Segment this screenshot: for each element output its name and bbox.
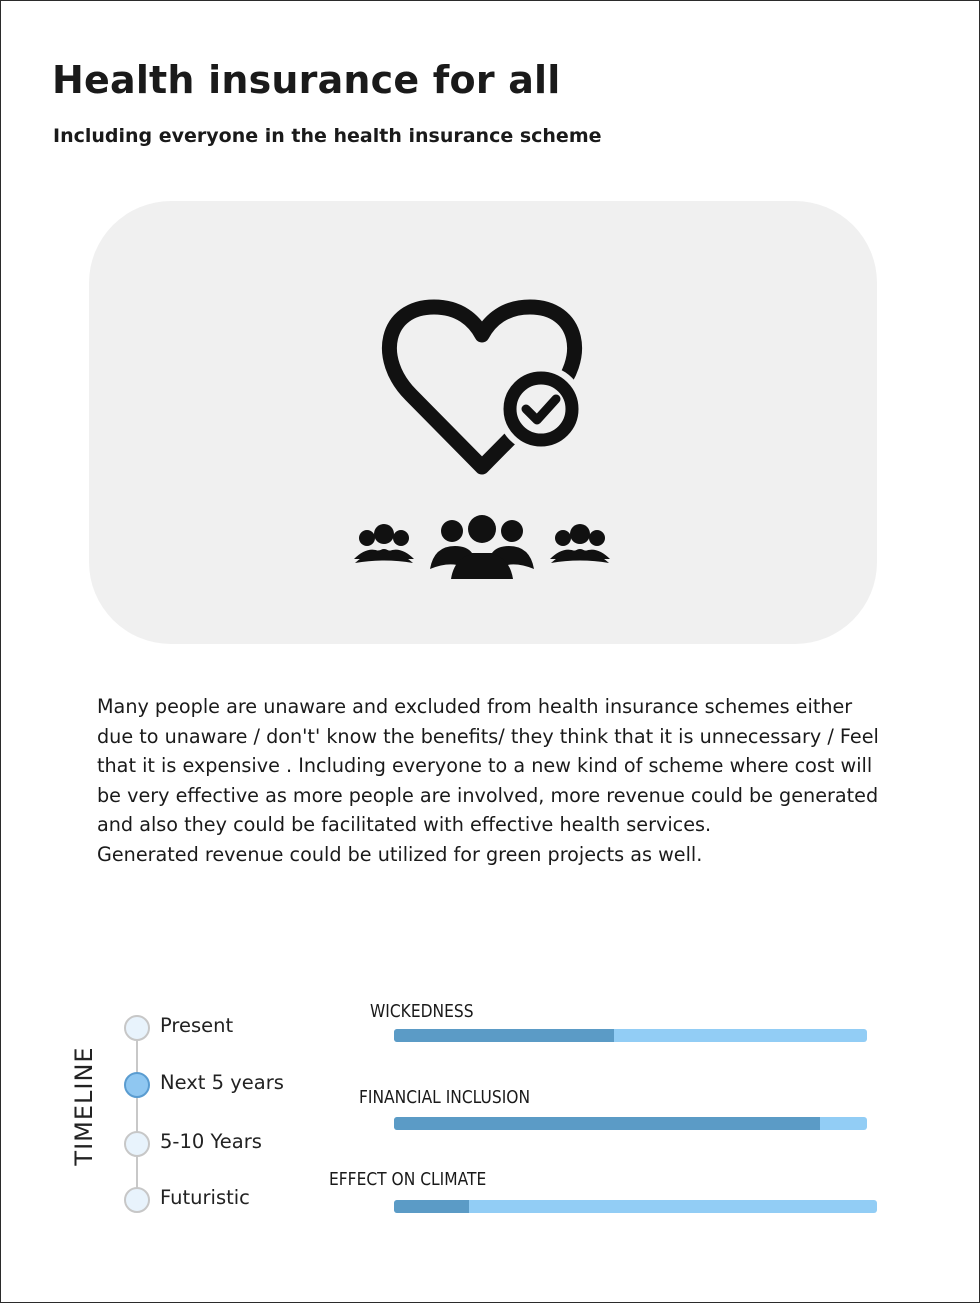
timeline-dot-icon — [124, 1015, 150, 1041]
timeline-dot-icon — [124, 1072, 150, 1098]
timeline-dot-icon — [124, 1187, 150, 1213]
hero-illustration — [89, 201, 877, 644]
timeline-item-label: Next 5 years — [160, 1071, 284, 1094]
page-subtitle: Including everyone in the health insurance scheme — [53, 125, 602, 147]
hero-card — [89, 201, 877, 644]
metric-label-financial-inclusion: FINANCIAL INCLUSION — [359, 1087, 531, 1108]
timeline-label: TIMELINE — [70, 1046, 98, 1166]
page-title: Health insurance for all — [52, 58, 561, 102]
timeline-item-label: 5-10 Years — [160, 1130, 262, 1153]
timeline-dot-icon — [124, 1131, 150, 1157]
metric-fill — [394, 1029, 614, 1042]
group-icon-left — [354, 524, 414, 563]
timeline-item-label: Present — [160, 1014, 234, 1037]
metric-label-wickedness: WICKEDNESS — [370, 1001, 474, 1022]
metric-bar-effect-on-climate — [394, 1200, 877, 1213]
metric-bar-wickedness — [394, 1029, 867, 1042]
heart-check-icon — [389, 307, 585, 467]
group-icon-right — [550, 524, 610, 563]
metric-label-effect-on-climate: EFFECT ON CLIMATE — [329, 1169, 487, 1190]
description-text: Many people are unaware and excluded from health insurance schemes either due to unaware / don't' know the benefits/ they think that it is unnecessary / Feel that it is expensive . Including everyone to a new kind of scheme where cost will be very effective as more people are involved, more revenue could be generated and also they could be facilitated with effective health services. Generated revenue could be utilized for green projects as well. — [97, 695, 879, 866]
metric-fill — [394, 1200, 469, 1213]
timeline-line — [136, 1032, 138, 1202]
metric-bar-financial-inclusion — [394, 1117, 867, 1130]
timeline-item-label: Futuristic — [160, 1186, 250, 1209]
group-icon-center — [430, 515, 534, 579]
metric-fill — [394, 1117, 820, 1130]
